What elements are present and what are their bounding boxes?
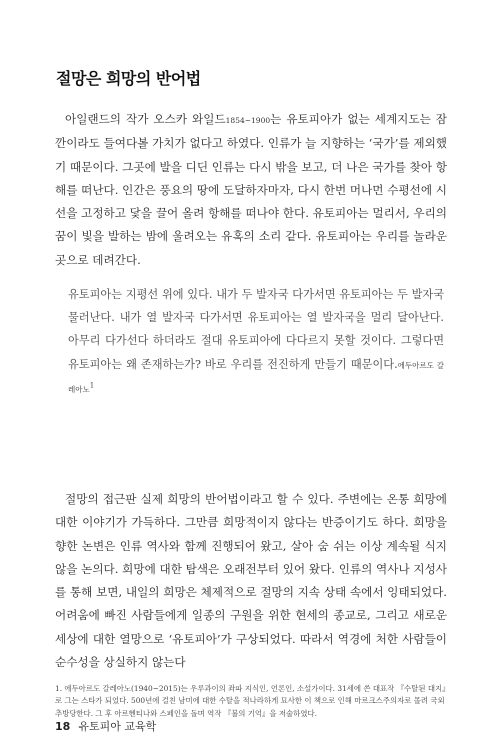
chapter-title: 절망은 희망의 반어법: [56, 69, 201, 88]
footnote: 1. 에두아르도 갈레아노(1940~2015)는 우루과이의 좌파 지식인, 언론인, 소설가이다. 31세에 쓴 대표작 『수탈된 대지』로 그는 스타가 되었다. 500년에 걸친 남미에 대한 수탈을 적나라하게 묘사한 이 책으로 인해 마르크스주의자로 몰려 국외 추방당한다. 그 후 아르헨티나와 스페인을 돌며 역작 『불의 기억』을 저술하였다.: [55, 684, 446, 718]
quote-text: 유토피아는 지평선 위에 있다. 내가 두 발자국 다가서면 유토피아는 두 발자국 물러난다. 내가 열 발자국 다가서면 유토피아는 열 발자국을 멀리 달아난다. 아무리 다가선다 하더라도 절대 유토피아에 다다르지 못할 것이다. 그렇다면 유토피아는 왜 존재하는가? 바로 우리를 전진하게 만들기 때문이다.: [68, 288, 444, 371]
page-number: 18: [55, 720, 71, 733]
quote-attribution: 에두아르도 갈레아노: [68, 360, 444, 394]
paragraph-intro: [55, 108, 447, 272]
page-footer: [55, 718, 156, 734]
paragraph-intro-rest: 는 유토피아가 없는 세계지도는 잠깐이라도 들여다볼 가치가 없다고 하였다. 인류가 늘 지향하는 ‘국가’를 제외했기 때문이다. 그곳에 발을 디딘 인류는 다시 밖을 보고, 더 나은 국가를 찾아 항해를 떠난다. 인간은 풍요의 땅에 도달하자마자, 다시 한번 머나먼 수평선에 시선을 고정하고 닻을 끌어 올려 항해를 떠나야 한다. 유토피아는 멀리서, 우리의 꿈이 빛을 발하는 밤에 울려오는 유혹의 소리 같다. 유토피아는 우리를 놀라운 곳으로 데려간다.: [55, 112, 447, 267]
footnote-marker: 1: [89, 381, 95, 390]
running-title: 유토피아 교육학: [78, 720, 157, 733]
block-quote: [68, 283, 444, 401]
author-years: 1854~1900: [225, 116, 271, 125]
paragraph-main: 절망의 접근판 실제 희망의 반어법이라고 할 수 있다. 주변에는 온통 희망에 대한 이야기가 가득하다. 그만큼 희망적이지 않다는 반증이기도 하다. 희망을 향한 논변은 인류 역사와 함께 진행되어 왔고, 살아 숨 쉬는 이상 계속될 식지 않을 논의다. 희망에 대한 탐색은 오래전부터 있어 왔다. 인류의 역사나 지성사를 통해 보면, 내일의 희망은 체제적으로 절망의 지속 상태 속에서 잉태되었다. 어려움에 빠진 사람들에게 일종의 구원을 위한 현세의 종교로, 그리고 새로운 세상에 대한 열망으로 ‘유토피아’가 구상되었다. 따라서 역경에 처한 사람들이 순수성을 상실하지 않는다: [55, 492, 447, 670]
paragraph-intro-start: 아일랜드의 작가 오스카 와일드: [65, 112, 226, 126]
